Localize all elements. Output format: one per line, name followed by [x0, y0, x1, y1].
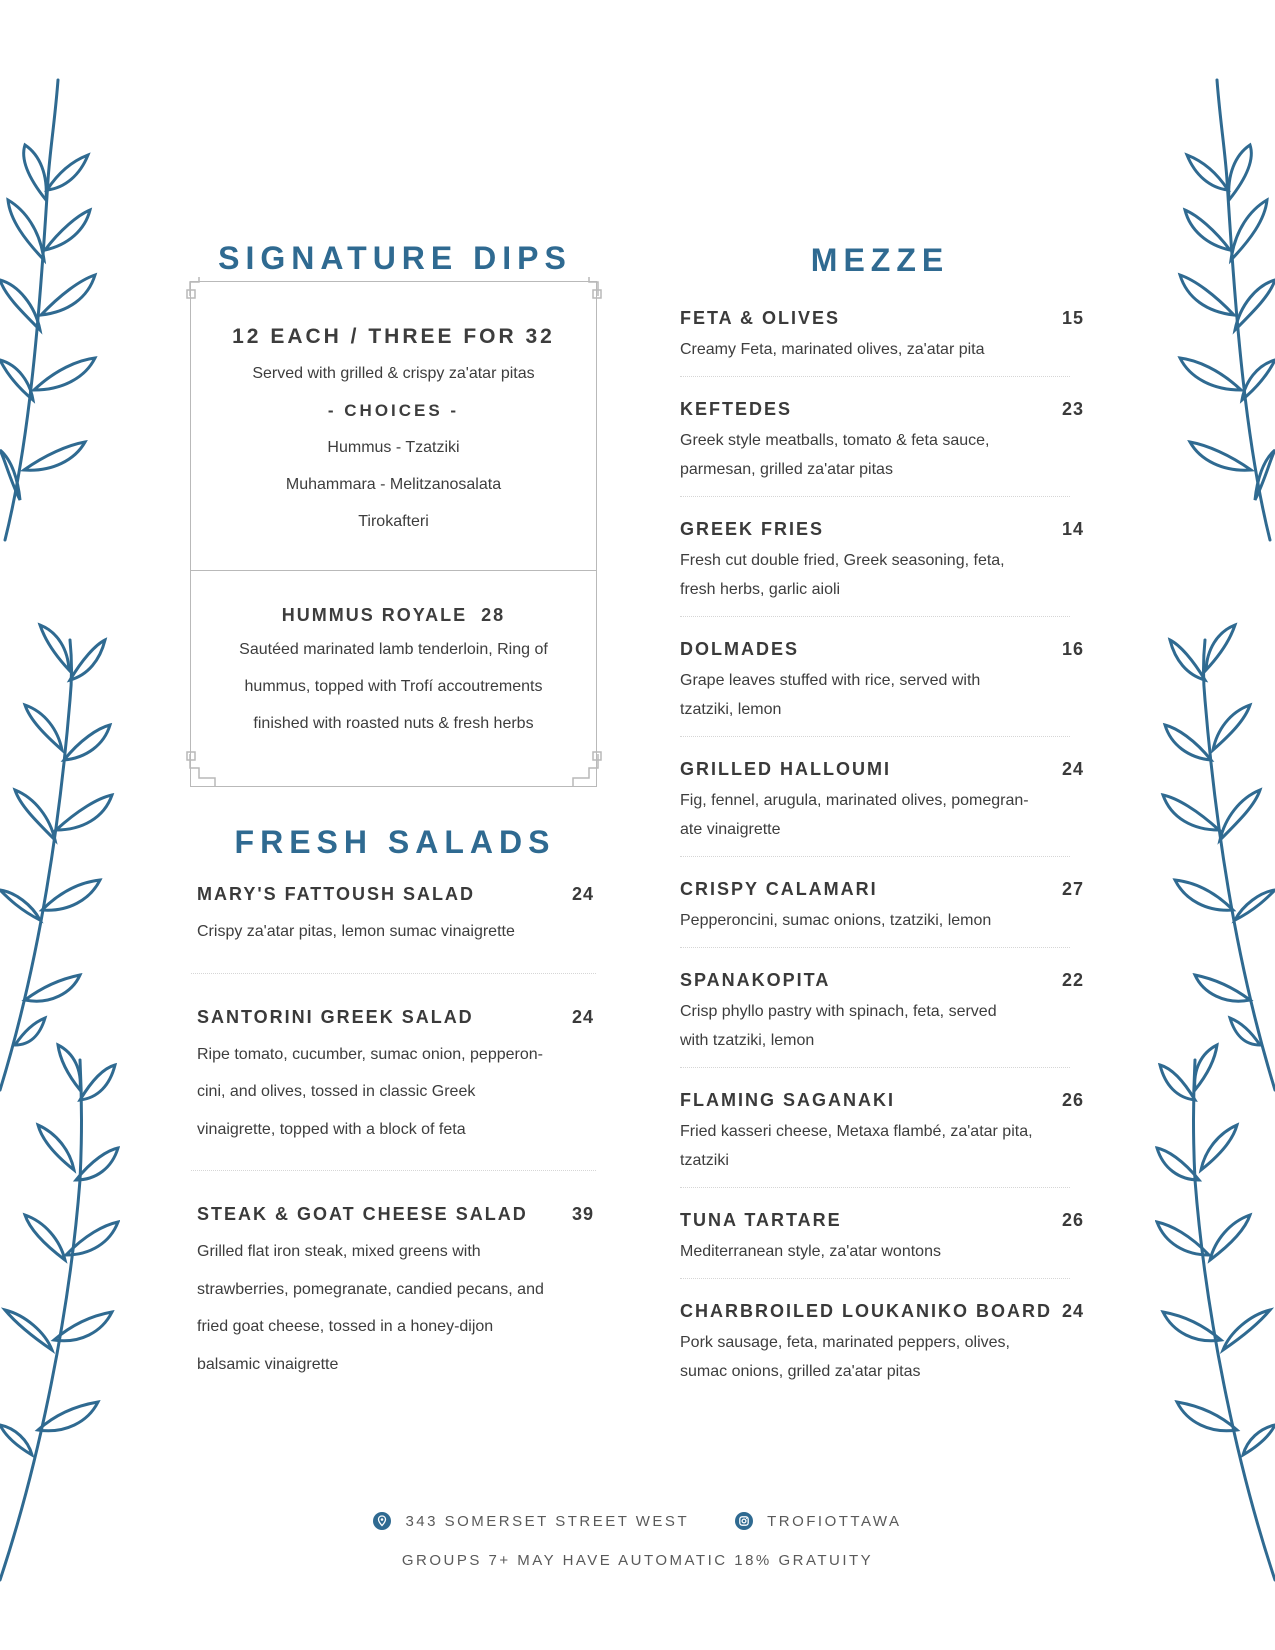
menu-item-description	[680, 666, 1084, 724]
description-line: Fried kasseri cheese, Metaxa flambé, za'atar pita,	[680, 1123, 1033, 1140]
dips-price-line: 12 EACH / THREE FOR 32	[232, 325, 555, 348]
menu-item-header	[680, 1301, 1084, 1322]
menu-item-header	[680, 1210, 1084, 1231]
menu-item-name: CRISPY CALAMARI	[680, 879, 878, 899]
menu-item-description	[680, 546, 1084, 604]
description-line: tzatziki	[680, 1152, 729, 1169]
menu-item-price: 26	[1061, 1090, 1084, 1110]
menu-item-description	[680, 997, 1084, 1055]
hummus-royale-name: HUMMUS ROYALE	[281, 605, 468, 625]
menu-footer	[0, 1512, 1275, 1569]
description-line: Creamy Feta, marinated olives, za'atar pita	[680, 341, 985, 358]
mezze-list	[680, 308, 1084, 1386]
description-line: tzatziki, lemon	[680, 701, 782, 718]
menu-item-name: FETA & OLIVES	[680, 308, 841, 328]
menu-item	[680, 1090, 1084, 1188]
description-line: vinaigrette, topped with a block of feta	[197, 1120, 466, 1138]
menu-item-price: 24	[1061, 759, 1084, 779]
menu-item-name: CHARBROILED LOUKANIKO BOARD	[680, 1301, 1052, 1321]
description-line: Sautéed marinated lamb tenderloin, Ring of	[239, 641, 548, 658]
menu-item-price: 15	[1061, 308, 1084, 328]
menu-item-header	[680, 970, 1084, 991]
menu-item-name: DOLMADES	[680, 639, 799, 659]
menu-item-name: MARY'S FATTOUSH SALAD	[197, 884, 475, 904]
description-line: fried goat cheese, tossed in a honey-dijon	[197, 1318, 494, 1335]
menu-item-header	[680, 879, 1084, 900]
dip-choice: Tirokafteri	[358, 513, 429, 530]
dotted-divider	[191, 973, 596, 974]
menu-item-header	[680, 639, 1084, 660]
menu-item-description	[197, 913, 594, 951]
address-text: 343 SOMERSET STREET WEST	[405, 1512, 690, 1530]
description-line: balsamic vinaigrette	[197, 1355, 339, 1373]
menu-item-name: SPANAKOPITA	[680, 970, 831, 990]
menu-item-header	[197, 1007, 594, 1028]
menu-item	[680, 399, 1084, 497]
mezze-title: MEZZE	[810, 242, 950, 278]
dotted-divider	[680, 1187, 1070, 1188]
description-line: parmesan, grilled za'atar pitas	[680, 461, 893, 478]
description-line: Crispy za'atar pitas, lemon sumac vinaigrette	[197, 923, 515, 940]
dotted-divider	[680, 736, 1070, 737]
menu-item-description	[680, 1328, 1084, 1386]
dips-served-note: Served with grilled & crispy za'atar pitas	[252, 365, 535, 382]
menu-item-price: 26	[1061, 1210, 1084, 1230]
fresh-salads-list	[197, 884, 594, 1383]
menu-item-name: SANTORINI GREEK SALAD	[197, 1006, 474, 1027]
dotted-divider	[680, 1278, 1070, 1279]
menu-item-name: KEFTEDES	[680, 399, 793, 419]
dotted-divider	[680, 856, 1070, 857]
menu-item-price: 14	[1061, 519, 1084, 539]
description-line: Fresh cut double fried, Greek seasoning, feta,	[680, 552, 1005, 569]
menu-item	[197, 884, 594, 974]
hummus-royale-heading	[191, 605, 596, 626]
menu-item-price: 24	[1061, 1301, 1084, 1321]
dotted-divider	[191, 1170, 596, 1171]
description-line: Fig, fennel, arugula, marinated olives, pomegran-	[680, 792, 1029, 809]
menu-item-header	[197, 884, 594, 905]
menu-item-description	[680, 335, 1084, 364]
menu-item-price: 39	[571, 1204, 594, 1224]
description-line: Grilled flat iron steak, mixed greens with	[197, 1243, 481, 1260]
fresh-salads-title: FRESH SALADS	[234, 824, 556, 860]
menu-item-description	[680, 1237, 1084, 1266]
menu-item-name: GRILLED HALLOUMI	[680, 759, 891, 779]
dotted-divider	[680, 376, 1070, 377]
dip-choice: Hummus - Tzatziki	[327, 439, 460, 456]
menu-item-header	[680, 1090, 1084, 1111]
menu-item	[680, 970, 1084, 1068]
instagram-handle[interactable]: TROFIOTTAWA	[767, 1512, 902, 1530]
dotted-divider	[680, 496, 1070, 497]
menu-item-header	[680, 519, 1084, 540]
menu-item-name: GREEK FRIES	[680, 519, 825, 539]
menu-item	[680, 639, 1084, 737]
dotted-divider	[680, 1067, 1070, 1068]
menu-item-header	[680, 308, 1084, 329]
instagram-icon[interactable]	[735, 1512, 753, 1530]
menu-item	[197, 1007, 594, 1172]
menu-item	[680, 879, 1084, 948]
menu-item-name: TUNA TARTARE	[680, 1210, 842, 1230]
menu-item-price: 23	[1061, 399, 1084, 419]
description-line: Greek style meatballs, tomato & feta sauce,	[680, 432, 990, 449]
menu-item-price: 24	[571, 1006, 594, 1027]
menu-item-description	[197, 1036, 594, 1149]
dips-choices-label: - CHOICES -	[327, 401, 460, 420]
menu-item	[680, 1301, 1084, 1386]
hummus-royale-description	[191, 631, 596, 742]
dip-choice: Muhammara - Melitzanosalata	[285, 476, 502, 493]
menu-item	[197, 1204, 594, 1383]
description-line: sumac onions, grilled za'atar pitas	[680, 1363, 921, 1380]
menu-item-price: 16	[1061, 639, 1084, 659]
gratuity-notice: GROUPS 7+ MAY HAVE AUTOMATIC 18% GRATUITY	[401, 1552, 874, 1569]
dips-details	[191, 282, 596, 570]
dotted-divider	[680, 616, 1070, 617]
signature-dips-box	[190, 281, 597, 787]
menu-item	[680, 519, 1084, 617]
signature-dips-title: SIGNATURE DIPS	[195, 240, 595, 277]
description-line: finished with roasted nuts & fresh herbs	[253, 715, 534, 732]
description-line: strawberries, pomegranate, candied pecans, and	[197, 1280, 544, 1298]
menu-item-description	[680, 1117, 1084, 1175]
description-line: Pork sausage, feta, marinated peppers, olives,	[680, 1334, 1010, 1351]
dotted-divider	[680, 947, 1070, 948]
menu-item	[680, 308, 1084, 377]
menu-item-description	[680, 906, 1084, 935]
description-line: Ripe tomato, cucumber, sumac onion, pepperon-	[197, 1045, 543, 1063]
menu-item-price: 22	[1061, 970, 1084, 990]
location-pin-icon	[373, 1512, 391, 1530]
menu-item-description	[197, 1233, 594, 1383]
leaf-branch-left-decoration	[0, 60, 120, 1600]
hummus-royale-price: 28	[481, 605, 506, 625]
description-line: cini, and olives, tossed in classic Greek	[197, 1083, 476, 1100]
menu-item-description	[680, 426, 1084, 484]
description-line: Grape leaves stuffed with rice, served with	[680, 672, 981, 689]
menu-item-name: STEAK & GOAT CHEESE SALAD	[197, 1204, 528, 1224]
description-line: with tzatziki, lemon	[680, 1032, 815, 1049]
description-line: Crisp phyllo pastry with spinach, feta, served	[680, 1003, 997, 1020]
menu-item-name: FLAMING SAGANAKI	[680, 1090, 895, 1110]
menu-item-price: 27	[1061, 879, 1084, 899]
menu-item	[680, 1210, 1084, 1279]
menu-item-description	[680, 786, 1084, 844]
description-line: fresh herbs, garlic aioli	[680, 581, 841, 598]
description-line: hummus, topped with Trofí accoutrements	[244, 678, 543, 695]
hummus-royale	[191, 571, 596, 742]
contact-row	[0, 1512, 1275, 1530]
menu-item-header	[680, 399, 1084, 420]
description-line: Pepperoncini, sumac onions, tzatziki, lemon	[680, 912, 992, 929]
menu-item-price: 24	[571, 884, 594, 904]
menu-item	[680, 759, 1084, 857]
leaf-branch-right-decoration	[1155, 60, 1275, 1600]
description-line: Mediterranean style, za'atar wontons	[680, 1243, 941, 1260]
description-line: ate vinaigrette	[680, 821, 781, 838]
menu-item-header	[680, 759, 1084, 780]
menu-item-header	[197, 1204, 594, 1225]
